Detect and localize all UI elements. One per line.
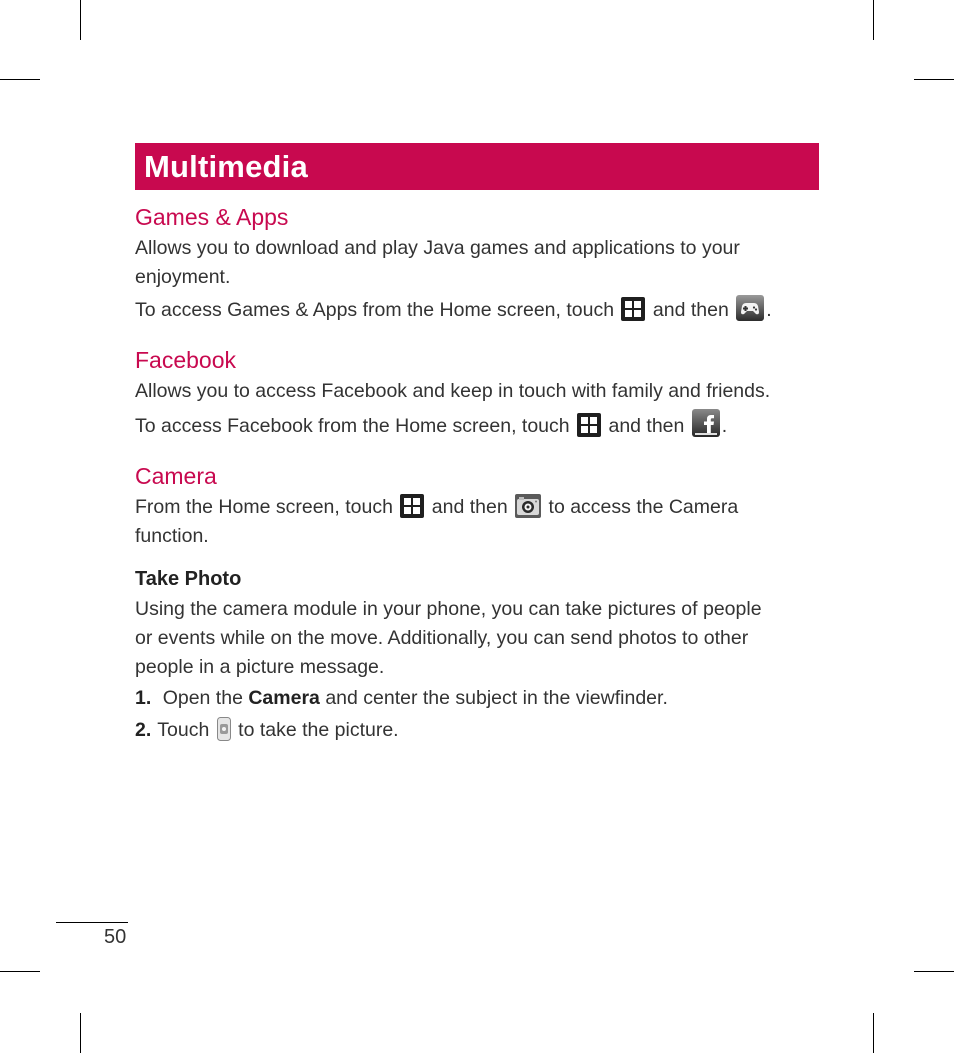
crop-mark bbox=[914, 971, 954, 972]
step-2: 2. Touch to take the picture. bbox=[135, 719, 399, 741]
apps-grid-icon bbox=[577, 413, 601, 437]
take-photo-desc-line1: Using the camera module in your phone, you can take pictures of people bbox=[135, 598, 762, 620]
crop-mark bbox=[0, 79, 40, 80]
crop-mark bbox=[80, 1013, 81, 1053]
games-desc-line1: Allows you to download and play Java games and applications to your bbox=[135, 237, 740, 259]
content bbox=[135, 200, 825, 746]
crop-mark bbox=[80, 0, 81, 40]
step-1: 1. Open the Camera and center the subject in the viewfinder. bbox=[135, 687, 668, 709]
page-number: 50 bbox=[104, 926, 127, 948]
shutter-icon bbox=[217, 717, 231, 741]
camera-icon bbox=[515, 494, 541, 518]
facebook-icon bbox=[692, 409, 720, 437]
camera-heading: Camera bbox=[135, 463, 217, 489]
crop-mark bbox=[873, 1013, 874, 1053]
page-title: Multimedia bbox=[144, 149, 308, 184]
gamepad-icon bbox=[736, 295, 764, 321]
games-desc-line2: enjoyment. bbox=[135, 266, 231, 288]
crop-mark bbox=[873, 0, 874, 40]
facebook-access: To access Facebook from the Home screen, touch and then . bbox=[135, 409, 825, 441]
apps-grid-icon bbox=[400, 494, 424, 518]
games-heading: Games & Apps bbox=[135, 204, 289, 230]
take-photo-desc-line3: people in a picture message. bbox=[135, 656, 385, 678]
apps-grid-icon bbox=[621, 297, 645, 321]
camera-line2: function. bbox=[135, 525, 209, 547]
facebook-heading: Facebook bbox=[135, 347, 237, 373]
section-banner bbox=[135, 143, 819, 190]
take-photo-desc-line2: or events while on the move. Additionally, you can send photos to other bbox=[135, 627, 749, 649]
take-photo-heading: Take Photo bbox=[135, 568, 242, 590]
facebook-desc: Allows you to access Facebook and keep in touch with family and friends. bbox=[135, 380, 771, 402]
crop-mark bbox=[0, 971, 40, 972]
crop-mark bbox=[914, 79, 954, 80]
games-access: To access Games & Apps from the Home screen, touch and then . bbox=[135, 295, 825, 325]
footer-rule bbox=[56, 922, 128, 923]
camera-line1: From the Home screen, touch and then to access the Camera bbox=[135, 496, 739, 518]
